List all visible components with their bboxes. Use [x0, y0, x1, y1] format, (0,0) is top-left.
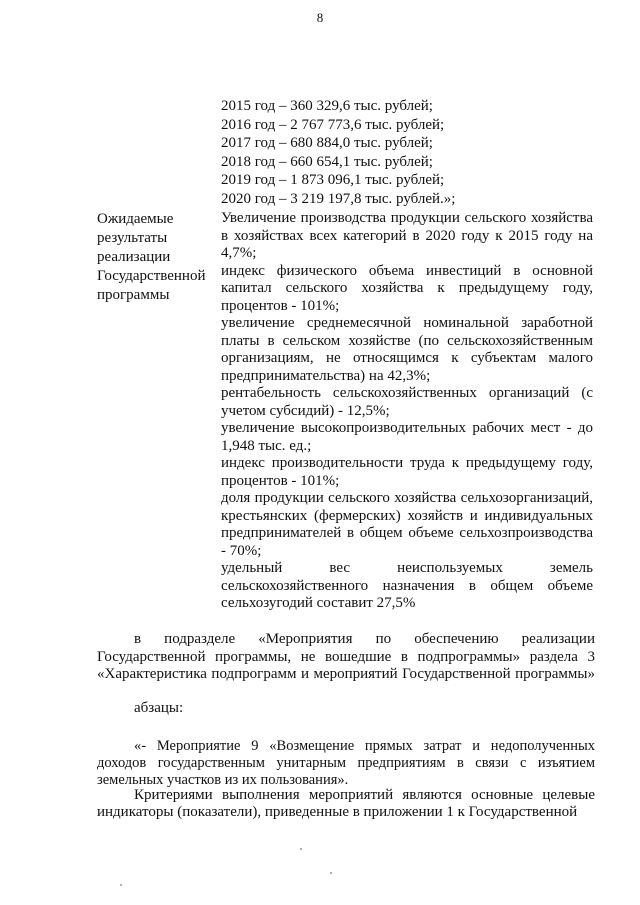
funding-by-year-list [221, 97, 455, 209]
result-item-productivity: индекс производительности труда к предыдущему году, процентов - 101%; [221, 455, 593, 489]
scan-speck [120, 884, 122, 886]
label-line: результаты [97, 230, 168, 246]
expected-results-list [221, 210, 593, 613]
funding-line-2020: 2020 год – 3 219 197,8 тыс. рублей.»; [221, 190, 456, 207]
label-line: реализации [97, 249, 171, 265]
funding-line-2019: 2019 год – 1 873 096,1 тыс. рублей; [221, 172, 445, 189]
funding-line-2015: 2015 год – 360 329,6 тыс. рублей; [221, 98, 433, 114]
paragraphs-heading: абзацы: [134, 700, 184, 716]
scan-speck [300, 848, 302, 850]
result-item-profitability: рентабельность сельскохозяйственных организаций (с учетом субсидий) - 12,5%; [221, 385, 593, 419]
funding-line-2016: 2016 год – 2 767 773,6 тыс. рублей; [221, 116, 445, 133]
expected-results-label [97, 210, 215, 305]
result-item-unused-land-line3: сельхозугодий составит 27,5% [221, 595, 416, 611]
result-item-wage-growth: увеличение среднемесячной номинальной заработной платы в сельском хозяйстве (по сельскохозяйственным организациям, не относящимся к субъектам малого предпринимательства) на 42,3%; [221, 315, 593, 384]
subsection-paragraph [97, 631, 595, 684]
result-item-workplaces: увеличение высокопроизводительных рабочих мест - до 1,948 тыс. ед.; [221, 420, 593, 454]
subsection-line: «Характеристика подпрограмм и мероприятий Государственной программы» [97, 666, 595, 682]
result-item-share-production: доля продукции сельского хозяйства сельхозорганизаций, крестьянских (фермерских) хозяйств и индивидуальных предпринимателей в общем объеме сельхозпроизводства - 70%; [221, 490, 593, 559]
page-number: 8 [316, 10, 324, 25]
criteria-paragraph: Критериями выполнения мероприятий являются основные целевые индикаторы (показатели), приведенные в приложении 1 к Государственной [97, 787, 595, 820]
funding-line-2018: 2018 год – 660 654,1 тыс. рублей; [221, 153, 433, 170]
label-line: Государственной [97, 268, 206, 284]
scan-speck [330, 872, 332, 874]
result-item-unused-land-line1: удельный вес неиспользуемых земель [221, 560, 593, 576]
result-item-unused-land-line2: сельскохозяйственного назначения в общем объеме [221, 577, 593, 594]
funding-line-2017: 2017 год – 680 884,0 тыс. рублей; [221, 135, 433, 152]
subsection-line: Государственной программы, не вошедшие в подпрограммы» раздела 3 [97, 648, 595, 665]
result-item-investment-index: индекс физического объема инвестиций в основной капитал сельского хозяйства к предыдущему году, процентов - 101%; [221, 262, 593, 314]
label-line: программы [97, 287, 170, 303]
label-line: Ожидаемые [97, 211, 174, 227]
measure-9-paragraph: «- Мероприятие 9 «Возмещение прямых затрат и недополученных доходов государственным унитарным предприятиям в связи с изъятием земельных участков из их пользования». [97, 738, 595, 788]
subsection-line: в подразделе «Мероприятия по обеспечению реализации [134, 631, 595, 647]
result-item-production: Увеличение производства продукции сельского хозяйства в хозяйствах всех категорий в 2020 году к 2015 году на 4,7%; [221, 210, 593, 261]
